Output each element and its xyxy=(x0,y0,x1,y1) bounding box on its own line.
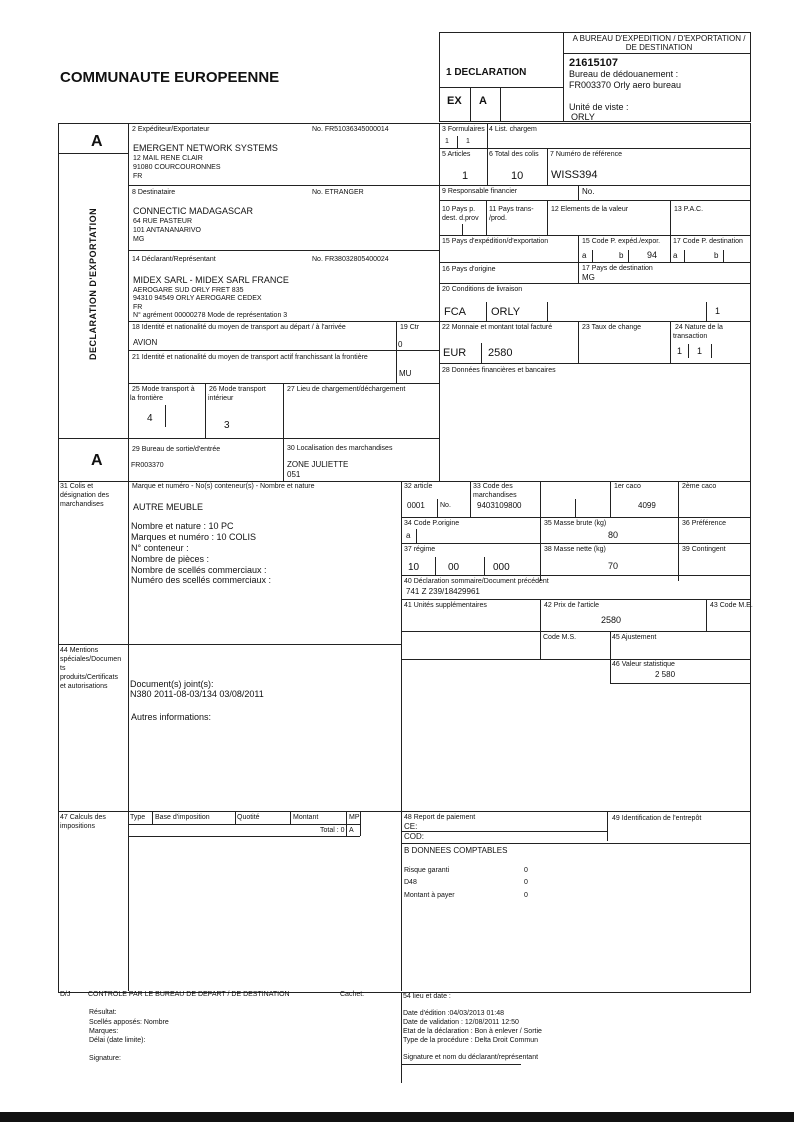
box27-label: 27 Lieu de chargement/déchargement xyxy=(287,386,406,393)
declarant-line2: 94310 94549 ORLY AEROGARE CEDEX xyxy=(133,295,262,302)
goods-detail-3: N° conteneur : xyxy=(131,543,189,553)
box24-label1: 24 Nature de la xyxy=(675,324,723,331)
caco1-label: 1er caco xyxy=(614,483,641,490)
declarant-line4: N° agrément 00000278 Mode de représentation 3 xyxy=(133,312,288,319)
box31-label1: 31 Colis et xyxy=(60,483,94,490)
net-mass: 70 xyxy=(608,561,619,571)
box46-label: 46 Valeur statistique xyxy=(612,661,675,668)
d48-value: 0 xyxy=(524,879,528,886)
box31-label2: désignation des xyxy=(60,492,110,499)
box15c-a: a xyxy=(582,251,587,260)
regime-2: 00 xyxy=(448,562,460,573)
box3-value1: 1 xyxy=(445,138,449,145)
box25-label1: 25 Mode transport à xyxy=(132,386,195,393)
box6-label: 6 Total des colis xyxy=(489,151,539,158)
gross-mass: 80 xyxy=(608,530,619,540)
box13-label: 13 P.A.C. xyxy=(674,206,704,213)
item-price: 2580 xyxy=(601,615,622,625)
reference-number: 21615107 xyxy=(569,57,618,69)
box43-label: 43 Code M.E. xyxy=(710,602,753,609)
attached-documents-label: Document(s) joint(s): xyxy=(130,679,214,689)
risk-value: 0 xyxy=(524,867,528,874)
tax-type-header: Type xyxy=(130,814,146,821)
box15-label: 15 Pays d'expédition/d'exportation xyxy=(442,238,549,245)
transport-border-nationality: MU xyxy=(399,369,412,378)
exit-office: FR003370 xyxy=(131,462,164,469)
exporter-name: EMERGENT NETWORK SYSTEMS xyxy=(133,143,278,153)
total-colis-value: 10 xyxy=(511,170,524,182)
box17c-b: b xyxy=(714,251,719,260)
d48-label: D48 xyxy=(404,879,417,886)
box44-label4: produits/Certificats xyxy=(60,674,118,681)
box54-label: 54 lieu et date : xyxy=(403,993,451,1000)
box24-label2: transaction xyxy=(673,333,708,340)
tax-base-header: Base d'imposition xyxy=(155,814,210,821)
payment-method-header: MP xyxy=(349,814,360,821)
box36-label: 36 Préférence xyxy=(682,520,726,527)
box17c-label: 17 Code P. destination xyxy=(673,238,743,245)
amount-due-value: 0 xyxy=(524,892,528,899)
box22-label: 22 Monnaie et montant total facturé xyxy=(442,324,553,331)
box37-label: 37 régime xyxy=(404,546,436,553)
box2-number: No. FR51036345000014 xyxy=(312,126,389,133)
box16-label: 16 Pays d'origine xyxy=(442,266,496,273)
goods-detail-4: Nombre de pièces : xyxy=(131,554,210,564)
box44-label2: spéciales/Documen xyxy=(60,656,122,663)
declaration-status: Etat de la déclaration : Bon à enlever / Sortie xyxy=(403,1028,542,1035)
control-title: CONTROLE PAR LE BUREAU DE DEPART / DE DESTINATION xyxy=(88,991,290,998)
transport-departure: AVION xyxy=(133,338,158,347)
statistical-value: 2 580 xyxy=(655,670,676,679)
exporter-line2: 91080 COURCOURONNES xyxy=(133,164,221,171)
box38-label: 38 Masse nette (kg) xyxy=(544,546,606,553)
payment-ce: CE: xyxy=(404,822,418,831)
box33-label1: 33 Code des xyxy=(473,483,513,490)
consignee-name: CONNECTIC MADAGASCAR xyxy=(133,206,254,216)
box23-label: 23 Taux de change xyxy=(582,324,642,331)
box7-label: 7 Numéro de référence xyxy=(550,151,622,158)
box45-label: 45 Ajustement xyxy=(612,634,657,641)
reference-value: WISS394 xyxy=(551,169,598,181)
box40-label: 40 Déclaration sommaire/Document précédent xyxy=(404,578,549,585)
code-ms-label: Code M.S. xyxy=(543,634,577,641)
goods-location-line1: ZONE JULIETTE xyxy=(287,460,349,469)
article-no-label: No. xyxy=(440,502,451,509)
incoterm-code: 1 xyxy=(715,306,721,316)
box15c-b: b xyxy=(619,251,624,260)
box2-label: 2 Expéditeur/Exportateur xyxy=(132,126,210,133)
border-transport-mode: 4 xyxy=(147,413,153,424)
box14-number: No. FR38032805400024 xyxy=(312,256,389,263)
box3-value2: 1 xyxy=(466,138,470,145)
box18-label: 18 Identité et nationalité du moyen de transport au départ / à l'arrivée xyxy=(132,324,346,331)
goods-detail-6: Numéro des scellés commerciaux : xyxy=(131,575,272,585)
goods-detail-1: Nombre et nature : 10 PC xyxy=(131,521,234,531)
box26-label1: 26 Mode transport xyxy=(209,386,266,393)
country-code-value: 94 xyxy=(647,250,658,260)
box48-label: 48 Report de paiement xyxy=(404,814,476,821)
incoterm-place: ORLY xyxy=(491,306,521,318)
box5-label: 5 Articles xyxy=(442,151,471,158)
box35-label: 35 Masse brute (kg) xyxy=(544,520,607,527)
declaration-type-a: A xyxy=(479,95,487,107)
box33-label2: marchandises xyxy=(473,492,517,499)
unite-label: Unité de viste : xyxy=(569,102,629,112)
box15c-label: 15 Code P. expéd./expor. xyxy=(582,238,661,245)
tax-amount-header: Montant xyxy=(293,814,319,821)
document-title: COMMUNAUTE EUROPEENNE xyxy=(60,69,280,86)
amount-due-label: Montant à payer xyxy=(404,892,455,899)
box39-label: 39 Contingent xyxy=(682,546,726,553)
deadline-label: Délai (date limite): xyxy=(89,1037,146,1044)
risk-label: Risque garanti xyxy=(404,867,450,874)
box44-label5: et autorisations xyxy=(60,683,108,690)
consignee-line2: 101 ANTANANARIVO xyxy=(133,227,201,234)
previous-document: 741 Z 239/18429961 xyxy=(406,587,480,596)
box8-number: No. ETRANGER xyxy=(312,189,364,196)
regime-1: 10 xyxy=(408,562,420,573)
box3-label: 3 Formulaires xyxy=(442,126,485,133)
bureau-head: A BUREAU D'EXPEDITION / D'EXPORTATION / DE DESTINATION xyxy=(572,34,746,52)
goods-description: AUTRE MEUBLE xyxy=(133,502,204,512)
attached-documents-value: N380 2011-08-03/134 03/08/2011 xyxy=(130,689,264,699)
destination-country: MG xyxy=(582,273,595,282)
article-number: 0001 xyxy=(407,501,425,510)
signature-label: Signature: xyxy=(89,1055,121,1062)
validation-date: Date de validation : 12/08/2011 12:50 xyxy=(403,1019,519,1026)
box28-label: 28 Données financières et bancaires xyxy=(442,367,556,374)
goods-location-line2: 051 xyxy=(287,470,301,479)
declarant-line1: AEROGARE SUD ORLY FRET 835 xyxy=(133,287,244,294)
transaction-nature-2: 1 xyxy=(697,346,703,356)
box30-label: 30 Localisation des marchandises xyxy=(287,445,393,452)
origin-code-a: a xyxy=(406,531,411,540)
box34-label: 34 Code P.origine xyxy=(404,520,460,527)
box9-label: 9 Responsable financier xyxy=(442,188,518,195)
unite-value: ORLY xyxy=(571,112,595,122)
inland-transport-mode: 3 xyxy=(224,420,230,431)
box21-label: 21 Identité et nationalité du moyen de transport actif franchissant la frontière xyxy=(132,354,368,361)
dj-label: D/J xyxy=(60,991,71,998)
box31-label3: marchandises xyxy=(60,501,104,508)
box17-label: 17 Pays de destination xyxy=(582,265,653,272)
declaration-type-ex: EX xyxy=(447,95,462,107)
box44-label1: 44 Mentions xyxy=(60,647,99,654)
consignee-line3: MG xyxy=(133,236,145,243)
declarant-signature: Signature et nom du déclarant/représentant xyxy=(403,1054,539,1061)
box31-header: Marque et numéro - No(s) conteneur(s) - Nombre et nature xyxy=(132,483,315,490)
vertical-declaration-label: DECLARATION D'EXPORTATION xyxy=(88,207,98,360)
box47-label1: 47 Calculs des xyxy=(60,814,106,821)
goods-detail-5: Nombre de scellés commerciaux : xyxy=(131,565,267,575)
tax-total: Total : 0 xyxy=(320,827,345,834)
box8-label: 8 Destinataire xyxy=(132,189,176,196)
box4-label: 4 List. chargem xyxy=(489,126,537,133)
seals-label: Scellés apposés: Nombre xyxy=(89,1019,169,1026)
consignee-line1: 64 RUE PASTEUR xyxy=(133,218,192,225)
declarant-name: MIDEX SARL - MIDEX SARL FRANCE xyxy=(133,275,289,285)
box10-label1: 10 Pays p. xyxy=(442,206,476,213)
declaration-label: 1 DECLARATION xyxy=(446,67,527,78)
box14-label: 14 Déclarant/Représentant xyxy=(132,256,216,263)
box44-label3: ts xyxy=(60,665,66,672)
box25-label2: la frontière xyxy=(130,395,164,402)
bureau-line2: FR003370 Orly aero bureau xyxy=(569,80,682,90)
box32-label: 32 article xyxy=(404,483,433,490)
regime-3: 000 xyxy=(493,562,510,573)
hs-code: 9403109800 xyxy=(477,501,522,510)
tax-total-mp: A xyxy=(349,827,354,834)
result-label: Résultat: xyxy=(89,1009,117,1016)
invoice-amount: 2580 xyxy=(488,347,513,359)
marker-a-top: A xyxy=(91,133,103,150)
procedure-type: Type de la procédure : Delta Droit Commun xyxy=(403,1037,539,1044)
box9-number: No. xyxy=(582,187,595,196)
payment-cod: COD: xyxy=(404,832,424,841)
edition-date: Date d'édition :04/03/2013 01:48 xyxy=(403,1010,504,1017)
box19-label: 19 Ctr xyxy=(400,324,420,331)
tax-rate-header: Quotité xyxy=(237,814,260,821)
currency-value: EUR xyxy=(443,347,467,359)
box41-label: 41 Unités supplémentaires xyxy=(404,602,487,609)
box29-label: 29 Bureau de sortie/d'entrée xyxy=(132,446,221,453)
transaction-nature-1: 1 xyxy=(677,346,683,356)
box11-label1: 11 Pays trans- xyxy=(489,206,534,213)
articles-value: 1 xyxy=(462,170,469,182)
cachet-label: Cachet: xyxy=(340,991,365,998)
box20-label: 20 Conditions de livraison xyxy=(442,286,523,293)
box12-label: 12 Elements de la valeur xyxy=(551,206,629,213)
other-information-label: Autres informations: xyxy=(131,712,212,722)
box47-label2: impositions xyxy=(60,823,96,830)
box17c-a: a xyxy=(673,251,678,260)
boxB-label: B DONNEES COMPTABLES xyxy=(404,846,508,855)
declarant-line3: FR xyxy=(133,304,143,311)
caco1-value: 4099 xyxy=(638,501,656,510)
bureau-line1: Bureau de dédouanement : xyxy=(569,69,679,79)
incoterm-value: FCA xyxy=(444,306,466,318)
box11-label2: /prod. xyxy=(489,215,507,222)
box42-label: 42 Prix de l'article xyxy=(544,602,600,609)
goods-detail-2: Marques et numéro : 10 COLIS xyxy=(131,532,257,542)
marker-a-bottom: A xyxy=(91,452,103,469)
box10-label2: dest. d.prov xyxy=(442,215,479,222)
box26-label2: intérieur xyxy=(208,395,234,402)
marks-label: Marques: xyxy=(89,1028,119,1035)
caco2-label: 2ème caco xyxy=(682,483,717,490)
container-indicator: 0 xyxy=(398,340,403,349)
exporter-line1: 12 MAIL RENE CLAIR xyxy=(133,155,203,162)
scan-border xyxy=(0,1112,794,1122)
exporter-line3: FR xyxy=(133,173,143,180)
box49-label: 49 Identification de l'entrepôt xyxy=(612,815,702,822)
